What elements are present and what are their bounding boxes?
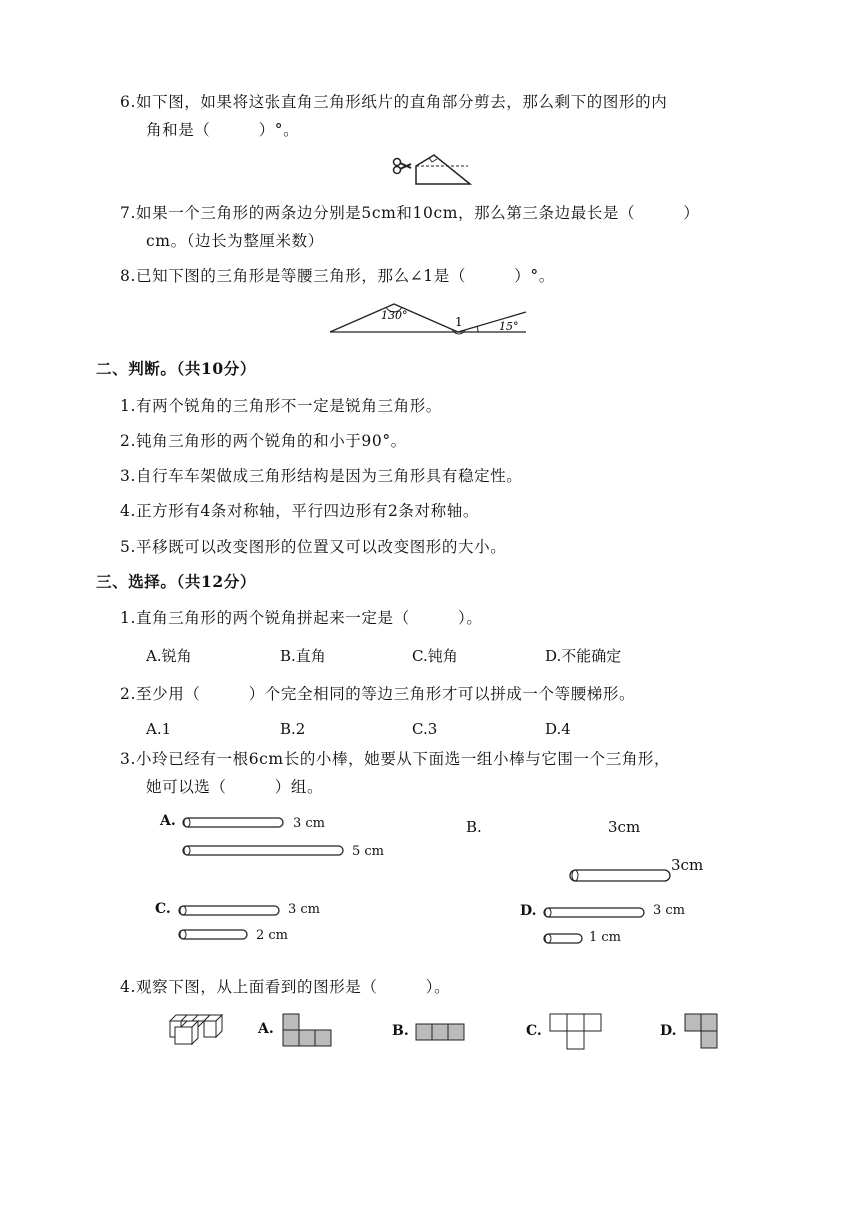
stick-a-length-2: 5 cm [352, 844, 385, 859]
view-option-d-shape [684, 1013, 720, 1051]
stick-group-b [568, 868, 678, 884]
choice-q3-line1: 3.小玲已经有一根6cm长的小棒，她要从下面选一组小棒与它围一个三角形， [120, 750, 671, 768]
question-7-line1: 7.如果一个三角形的两条边分别是5cm和10cm，那么第三条边最长是（ ） [120, 204, 700, 222]
choice-q1-option-d: D.不能确定 [545, 647, 622, 665]
choice-q2-option-d: D.4 [545, 720, 571, 738]
stick-d-length-2: 1 cm [589, 930, 622, 945]
question-6-line1: 6.如下图，如果将这张直角三角形纸片的直角部分剪去，那么剩下的图形的内 [120, 93, 668, 111]
angle-1-label: 1 [455, 315, 463, 329]
scissors-icon [394, 159, 412, 174]
section-judge-title: 二、判断。（共10分） [96, 359, 256, 378]
angle-15-label: 15° [499, 320, 519, 333]
figure-right-triangle-cut [392, 152, 482, 186]
view-option-d-label: D. [660, 1023, 677, 1039]
view-option-b-label: B. [392, 1023, 409, 1039]
stick-d-length-1: 3 cm [653, 903, 686, 918]
question-8: 8.已知下图的三角形是等腰三角形，那么∠1是（ ）°。 [120, 267, 555, 285]
figure-isosceles-triangle [328, 296, 528, 336]
stick-group-d-label: D. [520, 903, 537, 919]
choice-q2-option-b: B.2 [280, 720, 306, 738]
judge-item-4: 4.正方形有4条对称轴，平行四边形有2条对称轴。 [120, 502, 479, 520]
cube-stack-figure [164, 1013, 226, 1047]
judge-item-3: 3.自行车车架做成三角形结构是因为三角形具有稳定性。 [120, 467, 523, 485]
view-option-b-shape [415, 1023, 467, 1043]
stick-group-b-label: B. [466, 818, 482, 836]
choice-q1-option-a: A.锐角 [146, 647, 192, 665]
judge-item-5: 5.平移既可以改变图形的位置又可以改变图形的大小。 [120, 538, 507, 556]
choice-q1-option-c: C.钝角 [412, 647, 458, 665]
stick-c-length-2: 2 cm [256, 928, 289, 943]
choice-q2-option-a: A.1 [146, 720, 172, 738]
question-6-line2: 角和是（ ）°。 [146, 121, 300, 139]
view-option-a-label: A. [258, 1021, 274, 1037]
choice-q1-option-b: B.直角 [280, 647, 326, 665]
choice-q2-option-c: C.3 [412, 720, 438, 738]
judge-item-1: 1.有两个锐角的三角形不一定是锐角三角形。 [120, 397, 442, 415]
section-choice-title: 三、选择。（共12分） [96, 572, 256, 591]
view-option-c-shape [549, 1013, 603, 1051]
choice-q3-line2: 她可以选（ ）组。 [146, 778, 324, 796]
stick-group-c-label: C. [155, 901, 171, 917]
view-option-a-shape [282, 1013, 334, 1049]
judge-item-2: 2.钝角三角形的两个锐角的和小于90°。 [120, 432, 407, 450]
stick-group-a-label: A. [160, 813, 176, 829]
choice-q1: 1.直角三角形的两个锐角拼起来一定是（ ）。 [120, 609, 483, 627]
stick-a-length-1: 3 cm [293, 816, 326, 831]
stick-b-length-2: 3cm [671, 856, 704, 874]
question-7-line2: cm。（边长为整厘米数） [146, 232, 324, 250]
stick-b-length-1: 3cm [608, 818, 641, 836]
stick-group-a [180, 816, 290, 860]
stick-c-length-1: 3 cm [288, 902, 321, 917]
choice-q2: 2.至少用（ ）个完全相同的等边三角形才可以拼成一个等腰梯形。 [120, 685, 636, 703]
angle-130-label: 130° [381, 309, 408, 322]
choice-q4: 4.观察下图，从上面看到的图形是（ ）。 [120, 978, 451, 996]
view-option-c-label: C. [526, 1023, 542, 1039]
